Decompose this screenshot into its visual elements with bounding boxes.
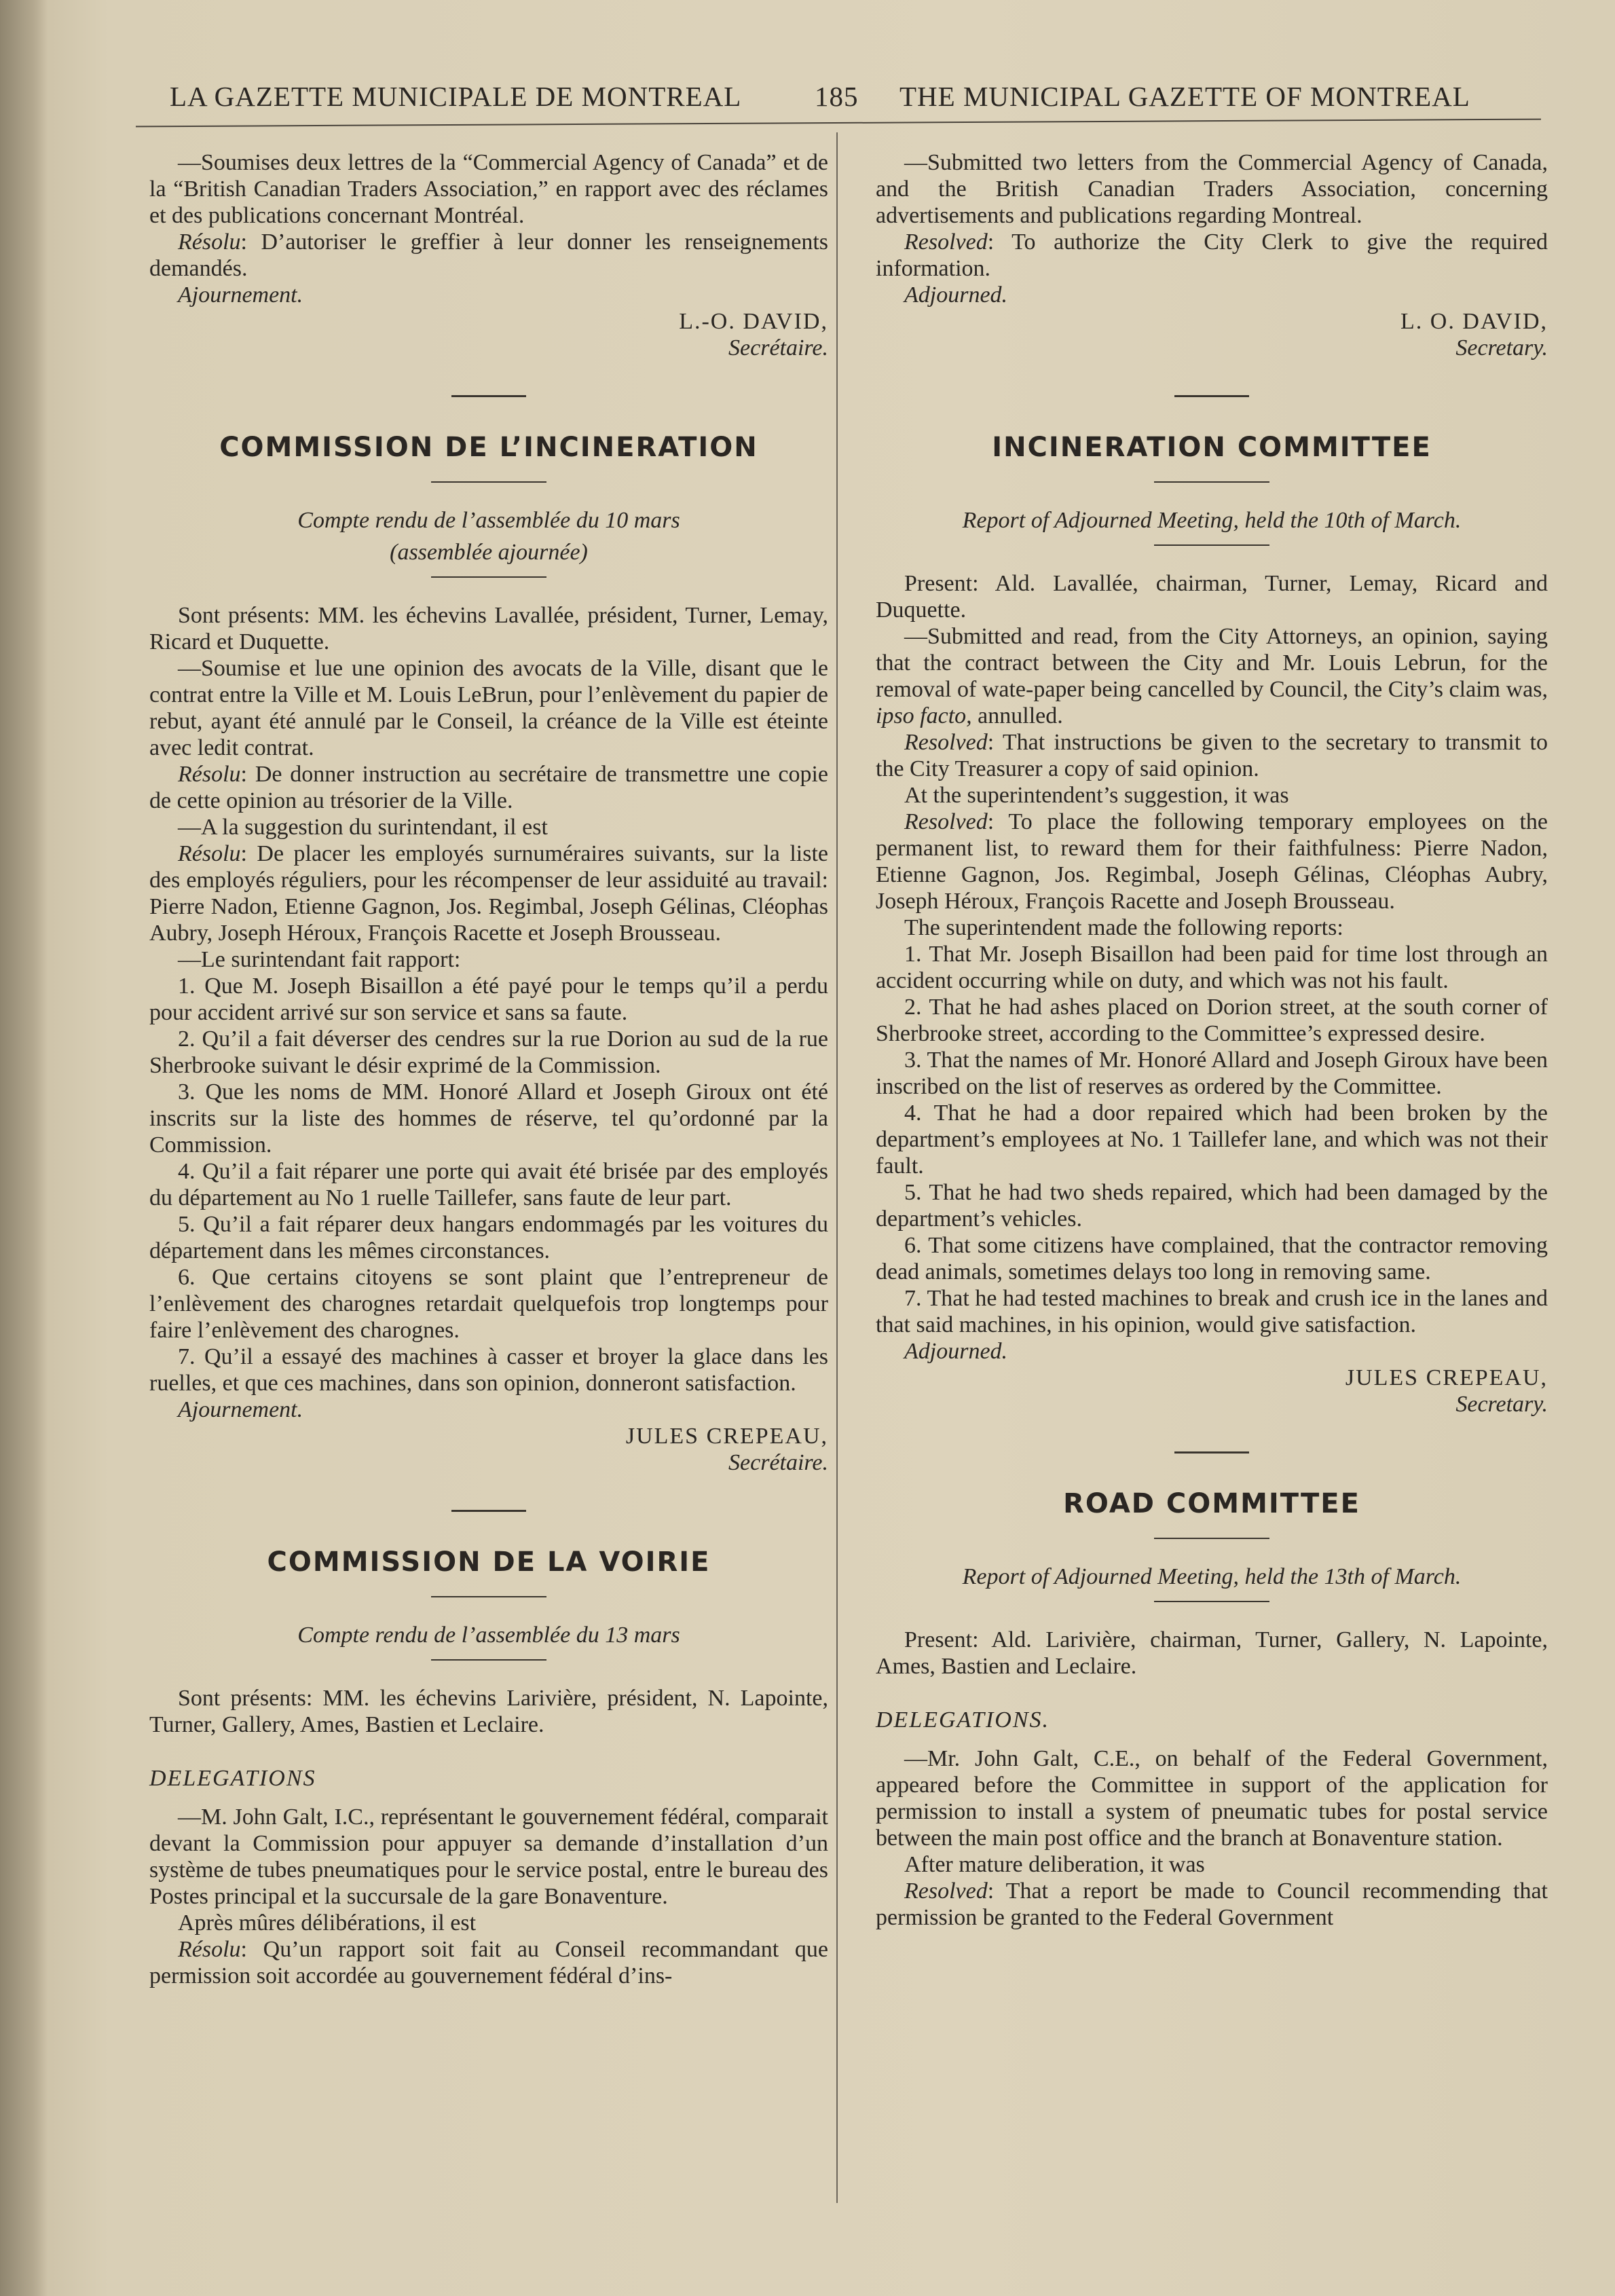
fr-incineration-signature-role: Secrétaire. [728, 1450, 828, 1475]
en-resolution-text: : That instructions be given to the secretary to transmit to the City Treasurer a copy of said opinion. [876, 730, 1548, 781]
fr-resolution-text: : De donner instruction au secrétaire de transmettre une copie de cette opinion au trésorier de la Ville. [149, 762, 828, 813]
en-resolved-label: Resolved [904, 229, 988, 255]
title-rule [431, 1596, 546, 1597]
fr-intro-adjourn: Ajournement. [178, 282, 303, 308]
fr-intro-resolution [149, 229, 828, 282]
en-report-item-5: 5. That he had two sheds repaired, which had been damaged by the department’s vehicles. [876, 1180, 1548, 1232]
fr-resolu-label: Résolu [178, 762, 241, 787]
en-road-title: ROAD COMMITTEE [1063, 1488, 1360, 1519]
title-rule [431, 481, 546, 483]
fr-report-item-2: 2. Qu’il a fait déverser des cendres sur la rue Dorion au sud de la rue Sherbrooke suivant le désir exprimé de la Commission. [149, 1026, 828, 1078]
fr-report-item-6: 6. Que certains citoyens se sont plaint que l’entrepreneur de l’enlèvement des charognes retardait quelquefois trop longtemps pour faire l’enlèvement des charognes. [149, 1265, 828, 1343]
en-report-item-6: 6. That some citizens have complained, that the contractor removing dead animals, sometimes delays too long in removing same. [876, 1233, 1548, 1284]
fr-intro-resolution-text: : D’autoriser le greffier à leur donner les renseignements demandés. [149, 229, 828, 281]
fr-incineration-resolution-2 [149, 840, 828, 946]
en-road-deliberation: After mature deliberation, it was [904, 1852, 1205, 1877]
fr-resolution-text: : Qu’un rapport soit fait au Conseil recommandant que permission soit accordée au gouvernement fédéral d’ins- [149, 1937, 828, 1988]
section-separator [1174, 1451, 1249, 1453]
fr-report-item-1: 1. Que M. Joseph Bisaillon a été payé pour le temps qu’il a perdu pour accident arrivé sur son service et sans sa faute. [149, 974, 828, 1025]
fr-resolution-text: : De placer les employés surnuméraires suivants, sur la liste des employés réguliers, pour les récompenser de leur assiduité au travail: Pierre Nadon, Etienne Gagnon, Jos. Regimbal, Joseph Gélinas, Cléophas Aubry, Joseph Héroux, François Racette et Joseph Brousseau. [149, 841, 828, 946]
french-column [149, 149, 828, 1989]
en-report-item-1: 1. That Mr. Joseph Bisaillon had been paid for time lost through an accident occurring while on duty, and which was not his fault. [876, 942, 1548, 993]
fr-voirie-title: COMMISSION DE LA VOIRIE [267, 1547, 711, 1578]
title-rule [1154, 481, 1269, 483]
fr-incineration-adjourn: Ajournement. [178, 1397, 303, 1422]
fr-resolu-label: Résolu [178, 1937, 241, 1962]
en-report-item-7: 7. That he had tested machines to break and crush ice in the lanes and that said machines, in his opinion, would give satisfaction. [876, 1286, 1548, 1337]
en-opinion-latin: ipso facto, [876, 703, 972, 728]
fr-incineration-title: COMMISSION DE L’INCINERATION [219, 432, 758, 463]
fr-intro-signature-role: Secrétaire. [728, 335, 828, 360]
en-opinion-end: annulled. [971, 703, 1063, 728]
en-report-item-2: 2. That he had ashes placed on Dorion street, at the south corner of Sherbrooke street, according to the Committee’s expressed desire. [876, 995, 1548, 1046]
fr-incineration-signature-name: JULES CREPEAU, [625, 1424, 828, 1449]
en-road-present: Present: Ald. Larivière, chairman, Turner, Gallery, N. Lapointe, Ames, Bastien and Leclaire. [876, 1627, 1548, 1679]
en-resolution-text: : To place the following temporary employees on the permanent list, to reward them for their faithfulness: Pierre Nadon, Etienne Gagnon, Jos. Regimbal, Joseph Gélinas, Cléophas Aubry, Joseph Héroux, François Racette and Joseph Brousseau. [876, 809, 1548, 914]
en-road-delegations: DELEGATIONS. [876, 1707, 1050, 1733]
en-intro-signature-role: Secretary. [1455, 335, 1548, 360]
fr-intro-signature-name: L.-O. DAVID, [679, 309, 828, 334]
fr-incineration-suggestion: —A la suggestion du surintendant, il est [178, 815, 548, 840]
en-incineration-subtitle: Report of Adjourned Meeting, held the 10th of March. [962, 508, 1462, 533]
en-incineration-signature-role: Secretary. [1455, 1392, 1548, 1417]
fr-voirie-subtitle: Compte rendu de l’assemblée du 13 mars [297, 1623, 680, 1648]
fr-report-item-3: 3. Que les noms de MM. Honoré Allard et Joseph Giroux ont été inscrits sur la liste des hommes de réserve, tel qu’ordonné par la Commission. [149, 1079, 828, 1158]
en-incineration-present: Present: Ald. Lavallée, chairman, Turner, Lemay, Ricard and Duquette. [876, 571, 1548, 623]
fr-voirie-resolution [149, 1936, 828, 1989]
en-intro-adjourn: Adjourned. [904, 282, 1008, 308]
header-right-title: THE MUNICIPAL GAZETTE OF MONTREAL [899, 81, 1470, 112]
english-column [876, 149, 1548, 1931]
page-spine-shadow [0, 0, 48, 2296]
fr-voirie-deliberation: Après mûres délibérations, il est [178, 1910, 477, 1936]
column-divider [836, 132, 838, 2203]
fr-resolu-label: Résolu [178, 229, 241, 255]
en-resolved-label: Resolved [904, 809, 988, 834]
en-incineration-opinion [876, 623, 1548, 729]
en-intro-paragraph: —Submitted two letters from the Commercial Agency of Canada, and the British Canadian Traders Association, concerning advertisements and publications regarding Montreal. [876, 150, 1548, 228]
subtitle-rule [431, 1659, 546, 1661]
fr-voirie-delegation-text: —M. John Galt, I.C., représentant le gouvernement fédéral, comparait devant la Commission pour appuyer sa demande d’installation d’un système de tubes pneumatiques pour le service postal, entre le bureau des Postes principal et la succursale de la gare Bonaventure. [149, 1804, 828, 1909]
fr-incineration-subtitle: Compte rendu de l’assemblée du 10 mars [297, 508, 680, 533]
running-head [170, 80, 1527, 121]
en-incineration-resolution-2 [876, 809, 1548, 914]
header-left-title: LA GAZETTE MUNICIPALE DE MONTREAL [170, 81, 742, 112]
fr-report-item-7: 7. Qu’il a essayé des machines à casser et broyer la glace dans les ruelles, et que ces machines, dans son opinion, donneront satisfaction. [149, 1344, 828, 1396]
page-number: 185 [815, 81, 859, 112]
en-incineration-report-intro: The superintendent made the following reports: [904, 915, 1343, 940]
subtitle-rule [1154, 1601, 1269, 1602]
section-separator [451, 1510, 526, 1512]
fr-resolu-label: Résolu [178, 841, 241, 866]
en-resolution-text: : To authorize the City Clerk to give the required information. [876, 229, 1548, 281]
subtitle-rule [1154, 544, 1269, 546]
fr-incineration-opinion: —Soumise et lue une opinion des avocats de la Ville, disant que le contrat entre la Ville et M. Louis LeBrun, pour l’enlèvement du papier de rebut, ayant été annulé par le Conseil, la créance de la Ville est éteinte avec ledit contrat. [149, 656, 828, 760]
section-separator [1174, 395, 1249, 397]
fr-voirie-delegations: DELEGATIONS [149, 1766, 316, 1791]
en-incineration-signature-name: JULES CREPEAU, [1345, 1365, 1548, 1390]
title-rule [1154, 1538, 1269, 1539]
fr-incineration-report-intro: —Le surintendant fait rapport: [178, 947, 461, 972]
fr-voirie-present: Sont présents: MM. les échevins Larivière, président, N. Lapointe, Turner, Gallery, Ames, Bastien et Leclaire. [149, 1686, 828, 1737]
en-report-item-3: 3. That the names of Mr. Honoré Allard and Joseph Giroux have been inscribed on the list of reserves as ordered by the Committee. [876, 1048, 1548, 1099]
en-incineration-suggestion: At the superintendent’s suggestion, it was [904, 783, 1289, 808]
en-opinion-text: —Submitted and read, from the City Attorneys, an opinion, saying that the contract between the City and Mr. Louis Lebrun, for the removal of wate-paper being cancelled by Council, the City’s claim was, [876, 624, 1548, 702]
en-report-item-4: 4. That he had a door repaired which had been broken by the department’s employees at No. 1 Taillefer lane, and which was not their fault. [876, 1100, 1548, 1179]
en-incineration-title: INCINERATION COMMITTEE [992, 432, 1432, 463]
section-separator [451, 395, 526, 397]
en-road-resolution [876, 1878, 1548, 1931]
en-resolved-label: Resolved [904, 730, 988, 755]
en-road-delegation-text: —Mr. John Galt, C.E., on behalf of the Federal Government, appeared before the Committee in support of the application for permission to install a system of pneumatic tubes for postal service between the main post office and the branch at Bonaventure station. [876, 1746, 1548, 1851]
fr-incineration-present: Sont présents: MM. les échevins Lavallée, président, Turner, Lemay, Ricard et Duquette. [149, 603, 828, 654]
en-resolved-label: Resolved [904, 1878, 988, 1904]
en-incineration-adjourn: Adjourned. [904, 1339, 1008, 1364]
fr-incineration-subtitle-note: (assemblée ajournée) [390, 540, 588, 565]
en-resolution-text: : That a report be made to Council recommending that permission be granted to the Federal Government [876, 1878, 1548, 1930]
fr-intro-paragraph: —Soumises deux lettres de la “Commercial Agency of Canada” et de la “British Canadian Traders Association,” en rapport avec des réclames et des publications concernant Montréal. [149, 150, 828, 228]
fr-report-item-5: 5. Qu’il a fait réparer deux hangars endommagés par les voitures du département dans les mêmes circonstances. [149, 1212, 828, 1263]
fr-report-item-4: 4. Qu’il a fait réparer une porte qui avait été brisée par des employés du département au No 1 ruelle Taillefer, sans faute de leur part. [149, 1159, 828, 1210]
subtitle-rule [431, 576, 546, 578]
en-road-subtitle: Report of Adjourned Meeting, held the 13th of March. [962, 1564, 1462, 1589]
fr-incineration-resolution-1 [149, 761, 828, 814]
en-incineration-resolution-1 [876, 729, 1548, 782]
en-intro-resolution [876, 229, 1548, 282]
en-intro-signature-name: L. O. DAVID, [1400, 309, 1548, 334]
